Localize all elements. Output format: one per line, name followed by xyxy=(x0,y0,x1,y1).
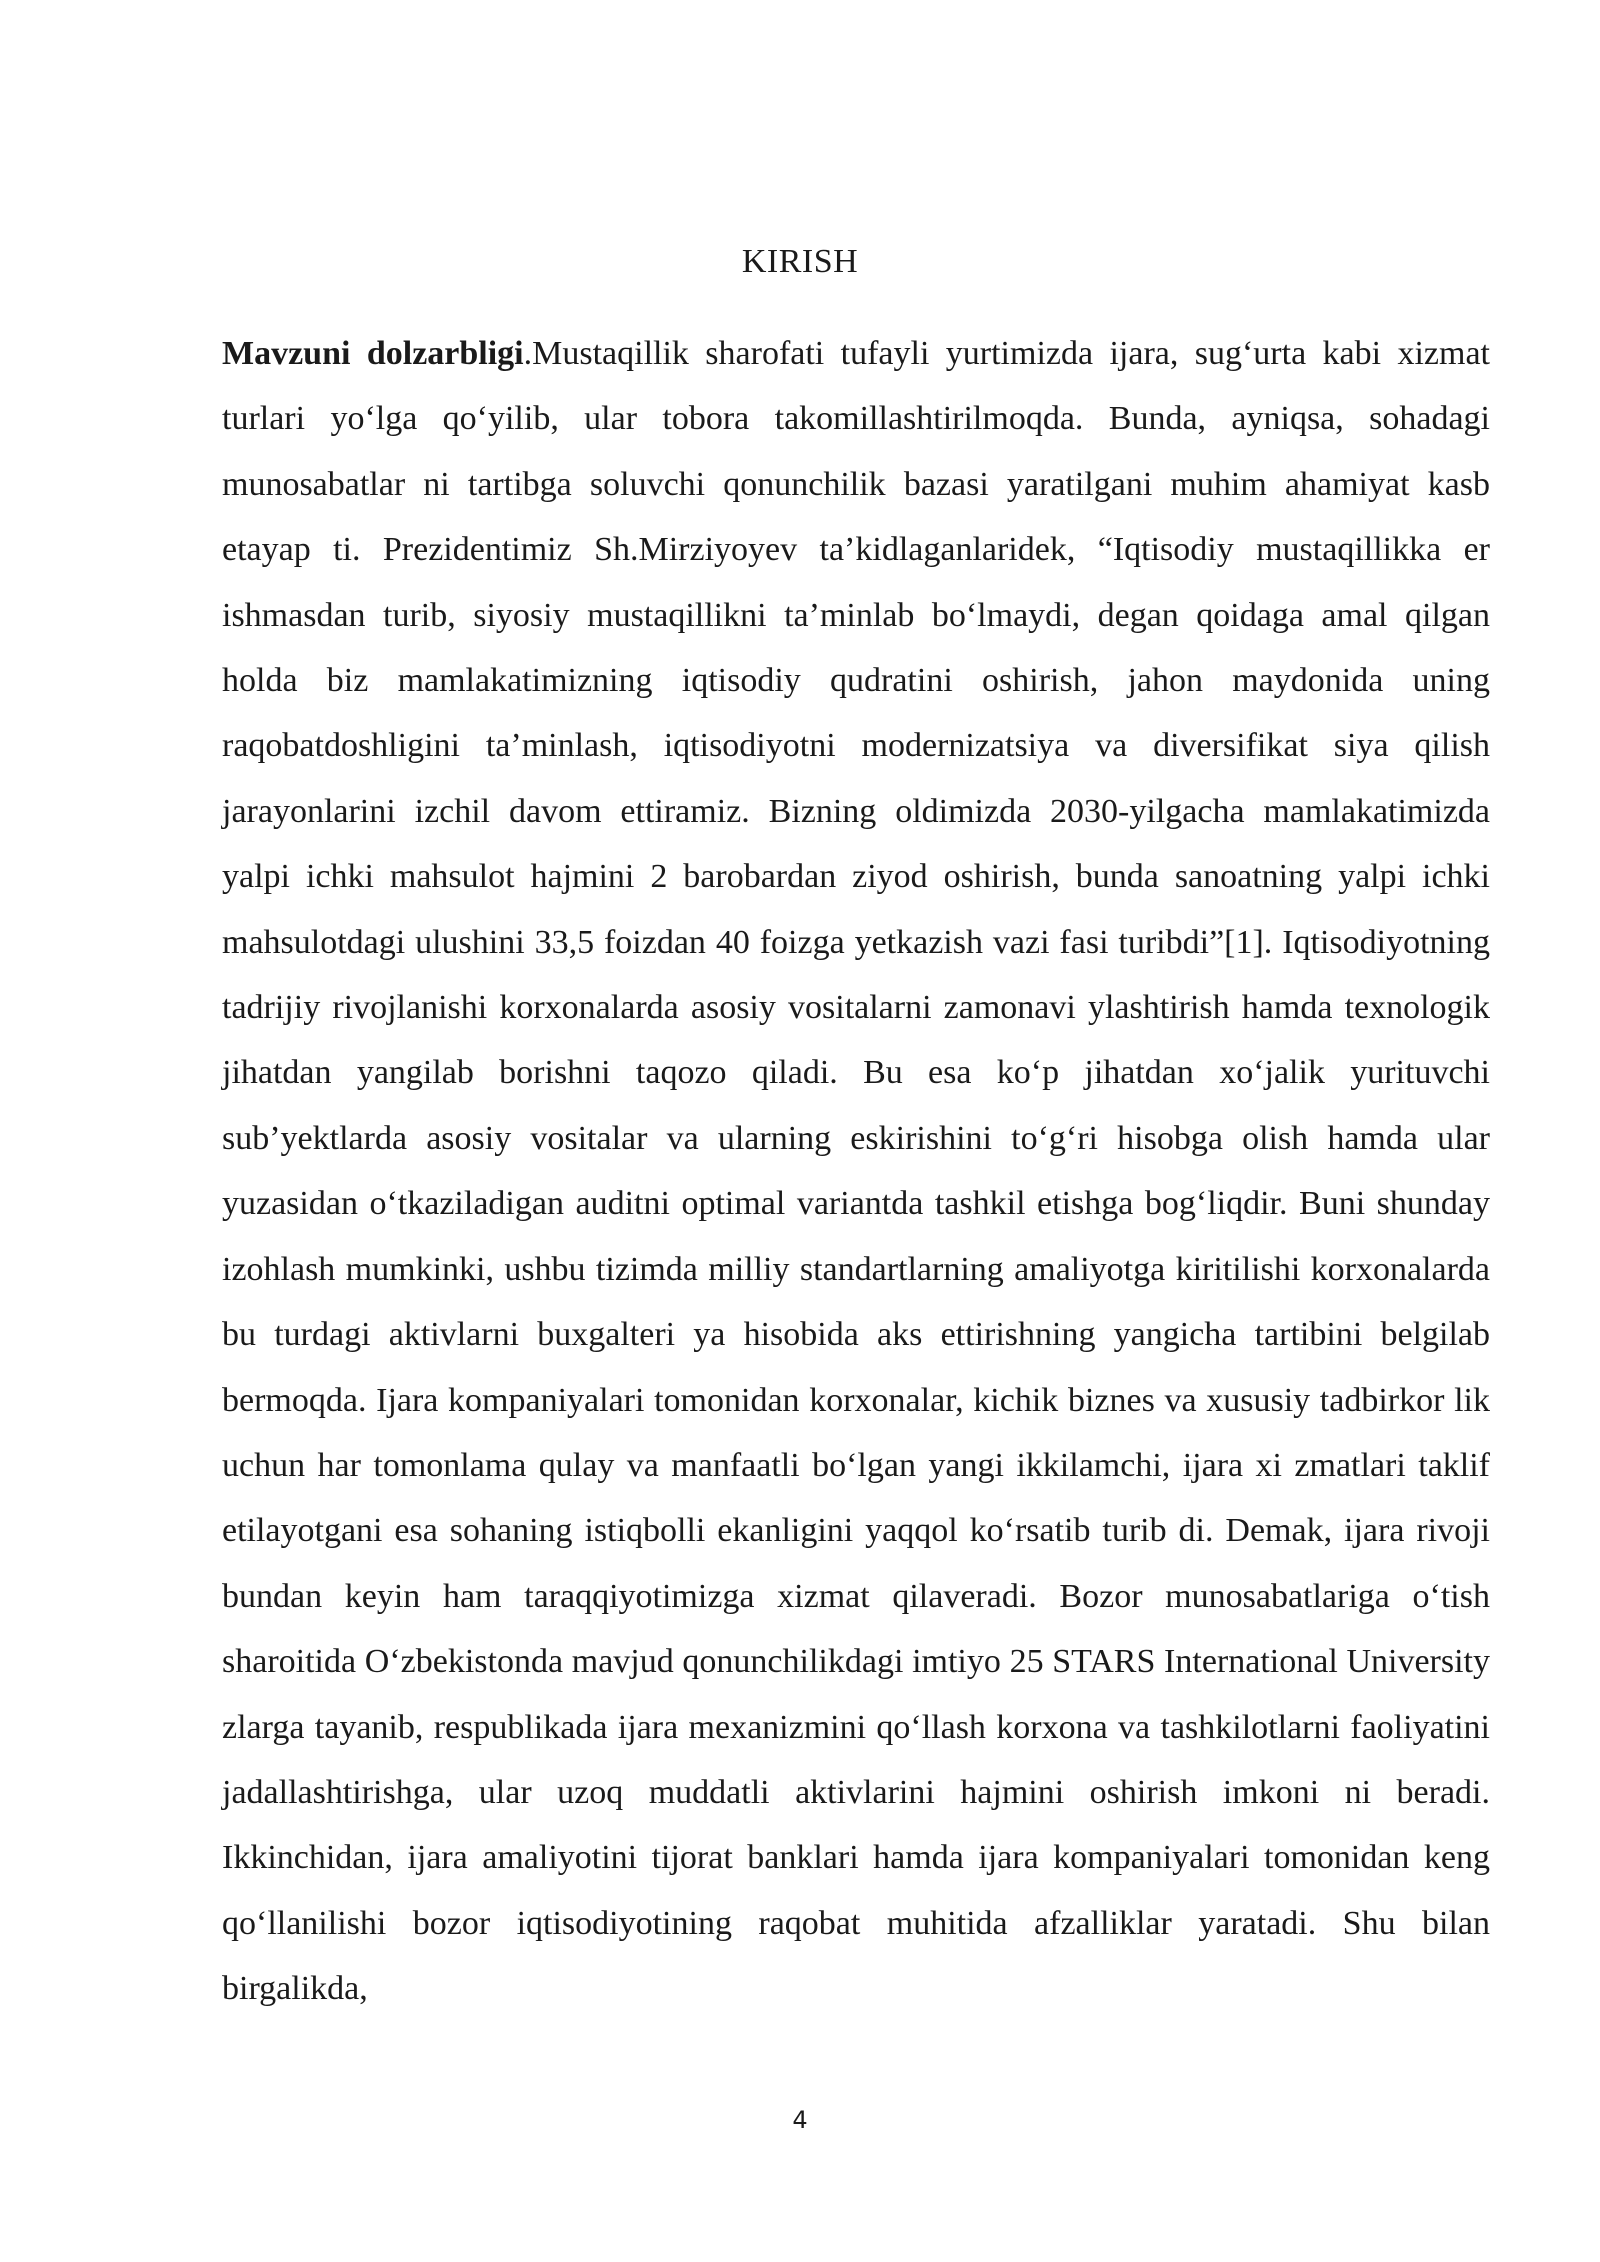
paragraph-text: .Mustaqillik sharofati tufayli yurtimizda ijara, sug‘urta kabi xizmat turlari yo‘lga qo‘yilib, ular tobora takomillashtirilmoqda. Bunda, ayniqsa, sohadagi munosabatlar ni tartibga soluvchi qonunchilik bazasi yaratilgani muhim ahamiyat kasb etayap ti. Prezidentimiz Sh.Mirziyoyev ta’kidlaganlaridek, “Iqtisodiy mustaqillikka er ishmasdan turib, siyosiy mustaqillikni ta’minlab bo‘lmaydi, degan qoidaga amal qilgan holda biz mamlakatimizning iqtisodiy qudratini oshirish, jahon maydonida uning raqobatdoshligini ta’minlash, iqtisodiyotni modernizatsiya va diversifikat siya qilish jarayonlarini izchil davom ettiramiz. Bizning oldimizda 2030-yilgacha mamlakatimizda yalpi ichki mahsulot hajmini 2 barobardan ziyod oshirish, bunda sanoatning yalpi ichki mahsulotdagi ulushini 33,5 foizdan 40 foizga yetkazish vazi fasi turibdi”[1]. Iqtisodiyotning tadrijiy rivojlanishi korxonalarda asosiy vositalarni zamonavi ylashtirish hamda texnologik jihatdan yangilab borishni taqozo qiladi. Bu esa ko‘p jihatdan xo‘jalik yurituvchi sub’yektlarda asosiy vositalar va ularning eskirishini to‘g‘ri hisobga olish hamda ular yuzasidan o‘tkaziladigan auditni optimal variantda tashkil etishga bog‘liqdir. Buni shunday izohlash mumkinki, ushbu tizimda milliy standartlarning amaliyotga kiritilishi korxonalarda bu turdagi aktivlarni buxgalteri ya hisobida aks ettirishning yangicha tartibini belgilab bermoqda. Ijara kompaniyalari tomonidan korxonalar, kichik biznes va xususiy tadbirkor lik uchun har tomonlama qulay va manfaatli bo‘lgan yangi ikkilamchi, ijara xi zmatlari taklif etilayotgani esa sohaning istiqbolli ekanligini yaqqol ko‘rsatib turib di. Demak, ijara rivoji bundan keyin ham taraqqiyotimizga xizmat qilaveradi. Bozor munosabatlariga o‘tish sharoitida O‘zbekistonda mavjud qonunchilikdagi imtiyo 25 STARS International University zlarga tayanib, respublikada ijara mexanizmini qo‘llash korxona va tashkilotlarni faoliyatini jadallashtirishga, ular uzoq muddatli aktivlarini hajmini oshirish imkoni ni beradi. Ikkinchidan, ijara amaliyotini tijorat banklari hamda ijara kompaniyalari tomonidan keng qo‘llanilishi bozor iqtisodiyotining raqobat muhitida afzalliklar yaratadi. Shu bilan birgalikda, xyxy=(222,335,1490,2008)
body-paragraph xyxy=(222,321,1490,2022)
page-number: 4 xyxy=(792,2106,808,2134)
page-title: KIRISH xyxy=(741,243,859,280)
paragraph-heading: Mavzuni dolzarbligi xyxy=(222,335,524,372)
